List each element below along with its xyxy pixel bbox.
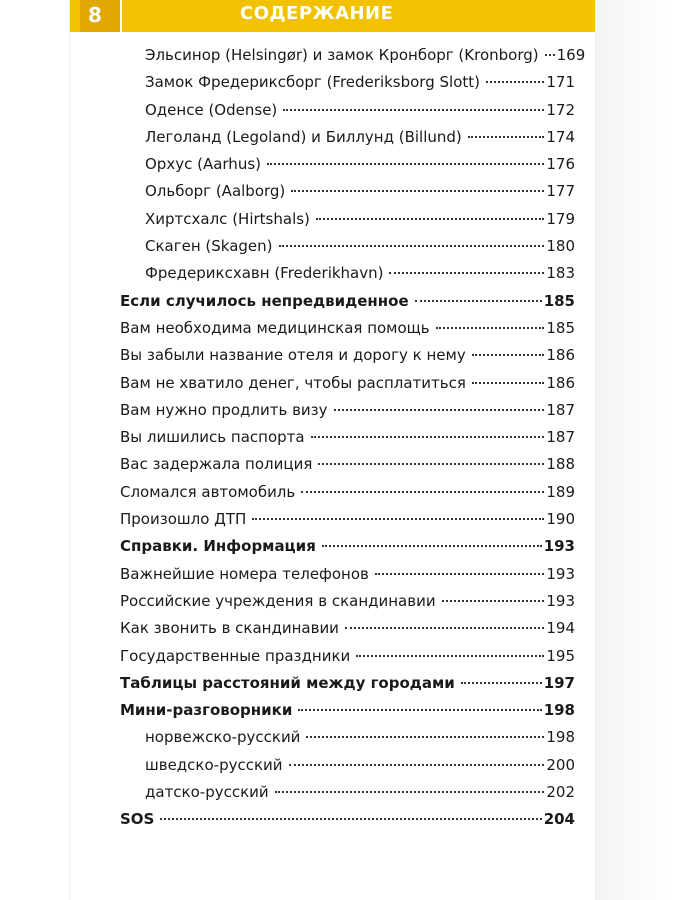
- toc-page-number: 186: [546, 346, 575, 365]
- toc-entry-row: [120, 588, 575, 615]
- toc-entry-row: [120, 561, 575, 588]
- toc-page-number: 186: [546, 373, 575, 392]
- toc-entry-row: [120, 615, 575, 642]
- toc-page-number: 198: [543, 701, 575, 720]
- toc-entry-row: [120, 42, 586, 69]
- toc-leader-dots: [306, 736, 544, 738]
- toc-leader-dots: [415, 300, 542, 302]
- toc-page-number: 172: [546, 100, 575, 119]
- toc-page-number: 204: [543, 810, 575, 829]
- toc-entry-title: датско-русский: [145, 783, 269, 802]
- toc-page-number: 190: [546, 510, 575, 529]
- toc-entry-title: Леголанд (Legoland) и Биллунд (Billund): [145, 127, 462, 146]
- toc-leader-dots: [301, 491, 544, 493]
- toc-entry-title: шведско-русский: [145, 755, 283, 774]
- toc-entry-title: Хиртсхалс (Hirtshals): [145, 209, 310, 228]
- toc-entry-title: Замок Фредериксборг (Frederiksborg Slott): [145, 73, 480, 92]
- toc-page-number: 187: [546, 400, 575, 419]
- toc-entry-row: [120, 342, 575, 369]
- toc-page-number: 183: [546, 264, 575, 283]
- toc-entry-title: Вам не хватило денег, чтобы расплатиться: [120, 373, 466, 392]
- toc-entry-title: Фредериксхавн (Frederikhavn): [145, 264, 384, 283]
- toc-entry-title: Орхус (Aarhus): [145, 155, 261, 174]
- page-edge-shadow: [595, 0, 675, 900]
- toc-leader-dots: [267, 163, 544, 165]
- toc-entry-row: [120, 233, 575, 260]
- toc-page-number: 180: [546, 237, 575, 256]
- toc-page-number: 189: [546, 482, 575, 501]
- toc-page-number: 195: [546, 646, 575, 665]
- toc-entry-title: Таблицы расстояний между городами: [120, 673, 455, 692]
- toc-entry-title: Ольборг (Aalborg): [145, 182, 286, 201]
- toc-leader-dots: [389, 272, 544, 274]
- toc-page-number: 193: [546, 564, 575, 583]
- toc-section-row: [120, 697, 575, 724]
- toc-leader-dots: [345, 627, 544, 629]
- toc-section-row: [120, 670, 575, 697]
- toc-section-row: [120, 288, 575, 315]
- toc-page-number: 176: [546, 155, 575, 174]
- toc-leader-dots: [279, 245, 545, 247]
- toc-section-row: [120, 533, 575, 560]
- toc-entry-row: [120, 260, 575, 287]
- toc-entry-title: Государственные праздники: [120, 646, 351, 665]
- toc-entry-row: [120, 206, 575, 233]
- toc-page-number: 185: [546, 318, 575, 337]
- toc-entry-row: [120, 479, 575, 506]
- toc-entry-title: Эльсинор (Helsingør) и замок Кронборг (Kronborg): [145, 46, 539, 64]
- toc-leader-dots: [160, 818, 541, 820]
- toc-entry-title: Важнейшие номера телефонов: [120, 564, 369, 583]
- toc-entry-row: [120, 451, 575, 478]
- toc-page-number: 177: [546, 182, 575, 201]
- toc-entry-title: норвежско-русский: [145, 728, 301, 747]
- toc-leader-dots: [442, 600, 545, 602]
- toc-entry-row: [120, 424, 575, 451]
- toc-entry-title: Произошло ДТП: [120, 510, 247, 529]
- toc-leader-dots: [322, 545, 542, 547]
- toc-entry-title: Как звонить в скандинавии: [120, 619, 339, 638]
- toc-page-number: 174: [546, 127, 575, 146]
- toc-leader-dots: [472, 382, 544, 384]
- toc-entry-title: SOS: [120, 810, 155, 829]
- toc-entry-title: Вам нужно продлить визу: [120, 400, 328, 419]
- toc-entry-row: [120, 315, 575, 342]
- section-title: СОДЕРЖАНИЕ: [240, 3, 394, 24]
- toc-entry-row: [120, 643, 575, 670]
- toc-entry-title: Скаген (Skagen): [145, 237, 273, 256]
- toc-page-number: 185: [543, 291, 575, 310]
- toc-page-number: 200: [546, 755, 575, 774]
- toc-entry-title: Вам необходима медицинская помощь: [120, 318, 430, 337]
- toc-leader-dots: [468, 136, 545, 138]
- toc-leader-dots: [311, 436, 545, 438]
- toc-page-number: 194: [546, 619, 575, 638]
- toc-leader-dots: [356, 655, 544, 657]
- toc-entry-row: [120, 69, 575, 96]
- toc-entry-row: [120, 752, 575, 779]
- toc-page-number: 188: [546, 455, 575, 474]
- toc-entry-title: Оденсе (Odense): [145, 100, 278, 119]
- toc-leader-dots: [298, 709, 541, 711]
- toc-leader-dots: [252, 518, 544, 520]
- toc-page-number: 198: [546, 728, 575, 747]
- toc-leader-dots: [545, 54, 555, 56]
- toc-leader-dots: [375, 573, 544, 575]
- toc-entry-title: Вас задержала полиция: [120, 455, 313, 474]
- toc-leader-dots: [436, 327, 545, 329]
- toc-leader-dots: [461, 682, 542, 684]
- toc-page-number: 197: [543, 673, 575, 692]
- toc-leader-dots: [472, 354, 545, 356]
- toc-entry-row: [120, 151, 575, 178]
- toc-leader-dots: [289, 764, 545, 766]
- toc-page-number: 169: [556, 46, 586, 64]
- toc-leader-dots: [316, 218, 544, 220]
- toc-entry-title: Если случилось непредвиденное: [120, 291, 409, 310]
- table-of-contents: [120, 42, 586, 834]
- toc-entry-row: [120, 370, 575, 397]
- toc-leader-dots: [486, 81, 544, 83]
- toc-entry-row: [120, 178, 575, 205]
- toc-leader-dots: [334, 409, 545, 411]
- toc-page-number: 193: [543, 537, 575, 556]
- toc-leader-dots: [318, 463, 544, 465]
- toc-page-number: 187: [546, 428, 575, 447]
- toc-leader-dots: [275, 791, 545, 793]
- toc-entry-title: Российские учреждения в скандинавии: [120, 591, 436, 610]
- toc-page-number: 202: [546, 783, 575, 802]
- toc-entry-row: [120, 506, 575, 533]
- toc-entry-row: [120, 397, 575, 424]
- toc-entry-title: Справки. Информация: [120, 537, 316, 556]
- toc-page-number: 193: [546, 591, 575, 610]
- page-number: 8: [88, 3, 102, 27]
- toc-entry-row: [120, 124, 575, 151]
- toc-entry-title: Вы лишились паспорта: [120, 428, 305, 447]
- toc-leader-dots: [283, 109, 544, 111]
- toc-page-number: 171: [546, 73, 575, 92]
- toc-entry-title: Мини-разговорники: [120, 701, 293, 720]
- toc-leader-dots: [291, 190, 544, 192]
- toc-entry-title: Сломался автомобиль: [120, 482, 296, 501]
- toc-section-row: [120, 806, 575, 833]
- toc-entry-row: [120, 724, 575, 751]
- toc-entry-title: Вы забыли название отеля и дорогу к нему: [120, 346, 466, 365]
- toc-page-number: 179: [546, 209, 575, 228]
- toc-entry-row: [120, 97, 575, 124]
- toc-entry-row: [120, 779, 575, 806]
